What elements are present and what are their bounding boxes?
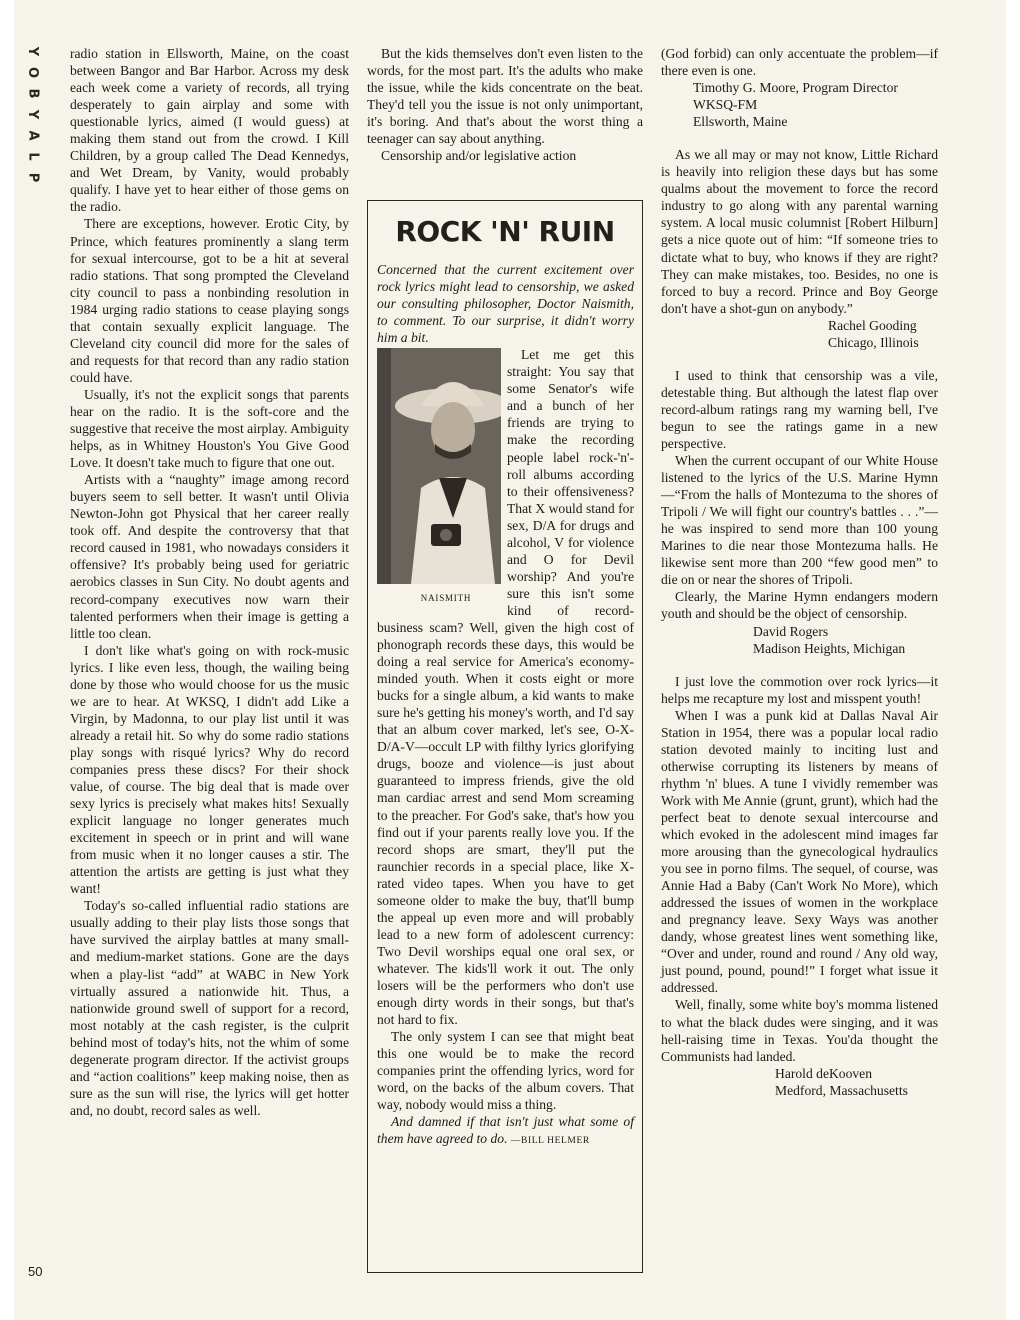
portrait-image [377, 348, 501, 584]
paragraph: Today's so-called influential radio stations are usually adding to their play lists those songs that have survived the airplay battles at many small- and medium-market stations. Gone are the days when a play-list “add” at WABC in New York virtually assured a nationwide hit. Thus, a nationwide ground swell of support for a record, most notably at the cash register, is the culprit behind most of today's hits, not the whim of some degenerate program director. If the activist groups and “action coalitions” keep making noise, then as sure as the sun will rise, the lyrics will get hotter and, no doubt, record sales as well. [70, 898, 349, 1118]
paragraph: (God forbid) can only accentuate the problem—if there even is one. [661, 46, 938, 79]
paragraph: When the current occupant of our White House listened to the lyrics of the U.S. Marine Hymn—“From the halls of Montezuma to the shores of Tripoli / We will fight our country's battles . . .”—he was inspired to send more than 100 young Marines to die near those Montezuma halls. He likewise sent more than 200 “few good men” to die on or near the shores of Tripoli. [661, 453, 938, 588]
signature-line: Medford, Massachusetts [775, 1082, 908, 1098]
portrait-icon [391, 348, 501, 584]
naismith-photo [377, 348, 501, 606]
sidebar-title: ROCK 'N' RUIN [395, 215, 615, 248]
paragraph: I don't like what's going on with rock-music lyrics. I like even less, though, the wailing being done by those who would choose for us the music we are to hear. At WKSQ, I didn't add Like a Virgin, by Madonna, to our play list until it was already a retail hit. So why do some radio stations play songs with risqué lyrics? Why do record companies press these discs? For their shock value, of course. The big deal that is made over sexy lyrics is precisely what makes hits! Sexually explicit language no longer generates much excitement in speech or in print and will wane from music when it no longer causes a stir. The attention the artists are getting is just what they want! [70, 642, 349, 897]
column-1 [70, 45, 349, 1119]
signature-line: David Rogers [753, 623, 829, 639]
photo-caption: NAISMITH [420, 593, 472, 604]
sidebar-intro: Concerned that the current excitement over rock lyrics might lead to censorship, we asked our consulting philosopher, Doctor Naismith, to comment. To our surprise, it didn't worry him a bit. [377, 262, 634, 346]
signature-line: Rachel Gooding [828, 317, 917, 333]
paragraph: Censorship and/or legislative action [381, 148, 577, 164]
masthead-letter: L [25, 152, 41, 161]
signature-line: WKSQ-FM [693, 97, 758, 113]
masthead-letter: Y [25, 46, 41, 57]
paragraph: Usually, it's not the explicit songs that parents hear on the radio. It is the soft-core and the suggestive that receive the most airplay. Ambiguity helps, as in Whitney Houston's You Give Good Love. It doesn't take much to figure that one out. [70, 386, 349, 471]
paragraph: radio station in Ellsworth, Maine, on the coast between Bangor and Bar Harbor. Across my desk each week come a variety of records, all trying desperately to gain airplay and some with questionable lyrics, aimed (I would guess) at making them stand out from the crowd. I Kill Children, by a group called The Dead Kennedys, and Wet Dream, by Vanity, would probably qualify. I have yet to hear either of those gems on the radio. [70, 46, 349, 215]
byline: —BILL HELMER [510, 1136, 590, 1147]
signature-line: Timothy G. Moore, Program Director [693, 80, 898, 96]
signature [661, 1065, 938, 1099]
column-3 [661, 45, 938, 1099]
paragraph: Clearly, the Marine Hymn endangers modern youth and should be the object of censorship. [661, 589, 938, 622]
signature-line: Harold deKooven [775, 1065, 873, 1081]
sidebar-paragraph: The only system I can see that might beat this one would be to make the record companies print the offending lyrics, word for word, on the backs of the album covers. That way, nobody would miss a thing. [377, 1029, 634, 1113]
signature [661, 623, 938, 657]
sidebar-body [377, 261, 634, 1150]
masthead [22, 44, 42, 194]
paragraph: I just love the commotion over rock lyrics—it helps me recapture my lost and misspent youth! [661, 673, 938, 706]
paragraph: As we all may or may not know, Little Richard is heavily into religion these days but has some qualms about the movement to force the record industry to go along with any parental warning system. A local music columnist [Robert Hilburn] gets a nice quote out of him: “If someone tries to dictate what to buy, who knows if they are right? They can make mistakes, too. Besides, no one is forced to buy a record. Prince and Boy George don't have a shot-gun on anybody.” [661, 147, 938, 316]
sidebar-paragraph-text: Let me get this straight: You say that some Senator's wife and a bunch of her friends are trying to make the recording people label rock-'n'-roll albums according to their offensiveness? That X would stand for sex, D/A for drugs and alcohol, V for violence and O for Devil worship? And you're sure this isn't some kind of record-business scam? Well, given the high cost of phonograph records these days, this would be doing a real service for America's economy-minded youth. When it costs eight or more bucks for a single album, a kid wants to make sure he's getting his money's worth, and I'd say that an album cover marked, let's see, O-X-D/A-V—occult LP with filthy lyrics glorifying drugs, booze and violence—is just about guaranteed to impress friends, give the old man cardiac arrest and send Mom screaming to the preacher. For God's sake, that's how you find out if your parents really love you. If the record shops are smart, they'll put the raunchier records in a special place, like X-rated video tapes. When you have to get someone older to make the buy, that'll bump the appeal up even more and will probably lead to a new form of adolescent currency: Two Devil worships equal one oral sex, or whatever. The kids'll work it out. The only losers will be the performers who don't use enough dirty words in their songs, but that's not hard to fix. [377, 347, 634, 1028]
closing-text: And damned if that isn't just what some of them have agreed to do. [377, 1114, 634, 1147]
signature [661, 317, 938, 351]
sidebar-paragraph [377, 346, 634, 1028]
sidebar-box [367, 200, 643, 1273]
masthead-letter: O [25, 66, 41, 79]
masthead-letter: B [25, 88, 41, 99]
page-number: 50 [28, 1264, 43, 1279]
paragraph: Artists with a “naughty” image among record buyers seem to sell better. It wasn't until Olivia Newton-John got Physical that her career really took off. And despite the controversy that that record caused in 1981, who nowadays considers it offensive? It's probably being used for geriatric aerobics classes in Sun City. No doubt agents and record-company executives now warn their talented performers when their image is getting a little too clean. [70, 472, 349, 641]
paragraph: But the kids themselves don't even listen to the words, for the most part. It's the adults who make the issue, while the kids concentrate on the beat. They'd tell you the issue is not only unimportant, it's boring. And that's about the worst thing a teenager can say about anything. [367, 46, 643, 147]
signature-line: Ellsworth, Maine [693, 114, 788, 130]
masthead-letter: A [25, 130, 41, 141]
column-2 [367, 45, 643, 164]
paragraph: I used to think that censorship was a vile, detestable thing. But although the latest flap over record-album ratings rang my warning bell, I've begun to see the ratings game in a new perspective. [661, 367, 938, 451]
sidebar-closing [377, 1113, 634, 1150]
signature-line: Chicago, Illinois [828, 334, 919, 350]
paragraph: There are exceptions, however. Erotic City, by Prince, which features prominently a slang term for sexual intercourse, got to be a hit at several radio stations. That song prompted the Cleveland city council to pass a nonbinding resolution in 1984 urging radio stations to cease playing songs that contain sexually explicit language. The Cleveland city council did more for the sales of and requests for that record than any radio station could have. [70, 216, 349, 385]
masthead-letter: P [25, 172, 41, 183]
paragraph: Well, finally, some white boy's momma listened to what the black dudes were singing, and it was hell-raising time in Texas. You'da thought the Communists had landed. [661, 997, 938, 1064]
signature-line: Madison Heights, Michigan [753, 640, 906, 656]
paragraph: When I was a punk kid at Dallas Naval Air Station in 1954, there was a popular local radio station devoted mainly to inciting lust and otherwise corrupting its listeners by means of rhythm 'n' blues. A tune I vividly remember was Work with Me Annie (grunt, grunt), which had the perfect beat to denote sexual intercourse and which evoked in the adolescent mind images far more arousing than the gynecological hydraulics you see in porno films. The sequel, of course, was Annie Had a Baby (Can't Work No More), which addressed the issues of women in the workplace and pregnancy leave. Sexy Ways was another dandy, whose greatest lines went something like, “Over and under, round and round / Any old way, just pound, pound, pound!” I forget what issue it addressed. [661, 707, 938, 996]
masthead-letter: Y [25, 109, 41, 120]
signature [661, 79, 938, 130]
